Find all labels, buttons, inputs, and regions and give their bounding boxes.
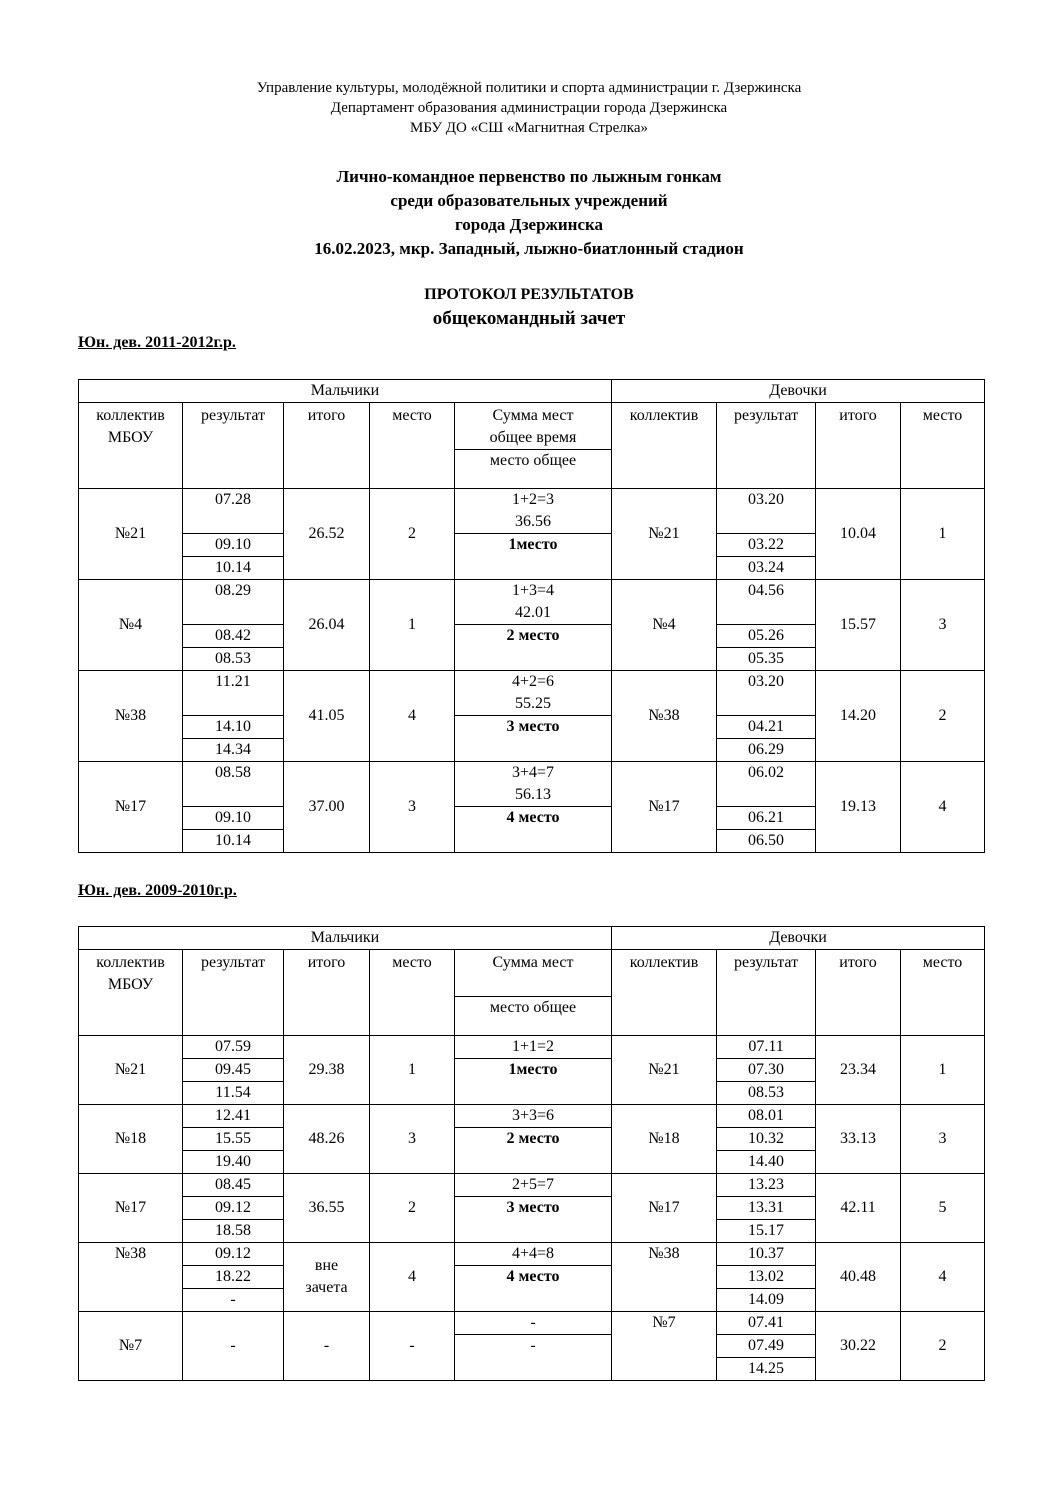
overall-place: 3 место (455, 716, 612, 762)
boys-result: 07.59 (183, 1036, 284, 1059)
boys-place: 3 (370, 1105, 455, 1174)
org-line-2: Департамент образования администрации города Дзержинска (330, 100, 728, 116)
girls-result: 14.40 (717, 1151, 816, 1174)
sum-value: 2+5=7 (455, 1174, 612, 1197)
results-table-2011-2012 (78, 379, 985, 853)
sum-value: 4+2=6 (511, 673, 555, 690)
team-cell: №21 (79, 489, 183, 580)
girls-result: 07.11 (717, 1036, 816, 1059)
col-overall: место общее (455, 450, 612, 489)
results-table-2009-2010 (78, 926, 985, 1381)
girls-result: 07.41 (717, 1312, 816, 1335)
girls-result: 13.02 (717, 1266, 816, 1289)
boys-result: 11.54 (183, 1082, 284, 1105)
boys-result: 15.55 (183, 1128, 284, 1151)
col-team-girls: коллектив (612, 403, 717, 489)
sum-cell (455, 671, 612, 716)
girls-place: 3 (901, 580, 985, 671)
girls-result: 05.26 (717, 625, 816, 648)
protocol-heading: ПРОТОКОЛ РЕЗУЛЬТАТОВ (424, 286, 634, 303)
girls-total: 42.11 (816, 1174, 901, 1243)
girls-result: 05.35 (717, 648, 816, 671)
col-place: место (370, 403, 455, 489)
girls-result: 03.24 (717, 557, 816, 580)
boys-total: 26.04 (284, 580, 370, 671)
boys-result: 08.58 (183, 762, 284, 807)
boys-total-line-2: зачета (305, 1279, 348, 1296)
girls-place: 2 (901, 1312, 985, 1381)
girls-result: 06.29 (717, 739, 816, 762)
col-total: итого (284, 403, 370, 489)
girls-total: 30.22 (816, 1312, 901, 1381)
overall-place: - (455, 1335, 612, 1381)
boys-total: 48.26 (284, 1105, 370, 1174)
girls-total: 19.13 (816, 762, 901, 853)
girls-team-cell: №38 (612, 671, 717, 762)
boys-total: 37.00 (284, 762, 370, 853)
col-sum-label: Сумма мест (492, 407, 574, 424)
boys-total (284, 1243, 370, 1312)
sum-cell (455, 580, 612, 625)
event-title (0, 165, 1058, 261)
girls-team-cell: №21 (612, 1036, 717, 1105)
col-total-girls: итого (816, 403, 901, 489)
boys-result: 07.28 (183, 489, 284, 534)
boys-place: 3 (370, 762, 455, 853)
girls-header: Девочки (612, 380, 985, 403)
event-line-3: города Дзержинска (454, 215, 604, 234)
org-line-3: МБУ ДО «СШ «Магнитная Стрелка» (410, 120, 648, 136)
sum-value: 1+1=2 (455, 1036, 612, 1059)
girls-result: 06.02 (717, 762, 816, 807)
sum-value: - (455, 1312, 612, 1335)
event-line-1: Лично-командное первенство по лыжным гонкам (336, 167, 722, 186)
girls-result: 10.37 (717, 1243, 816, 1266)
girls-total: 14.20 (816, 671, 901, 762)
girls-result: 08.01 (717, 1105, 816, 1128)
col-result-girls: результат (717, 950, 816, 1036)
boys-result: 09.45 (183, 1059, 284, 1082)
girls-team-cell: №18 (612, 1105, 717, 1174)
overall-place: 4 место (455, 807, 612, 853)
boys-place: - (370, 1312, 455, 1381)
overall-place: 4 место (455, 1266, 612, 1312)
col-total-girls: итого (816, 950, 901, 1036)
section-title-2009-2010: Юн. дев. 2009-2010г.р. (78, 882, 237, 899)
sum-value: 1+2=3 (511, 491, 555, 508)
overall-place: 2 место (455, 1128, 612, 1174)
team-cell: №38 (79, 1243, 183, 1312)
girls-team-cell: №21 (612, 489, 717, 580)
team-cell: №17 (79, 762, 183, 853)
boys-place: 2 (370, 1174, 455, 1243)
protocol-title (0, 285, 1058, 333)
girls-result: 04.21 (717, 716, 816, 739)
time-value: 56.13 (515, 786, 552, 803)
girls-result: 04.56 (717, 580, 816, 625)
girls-total: 40.48 (816, 1243, 901, 1312)
boys-result: 08.29 (183, 580, 284, 625)
team-cell: №18 (79, 1105, 183, 1174)
boys-result: 12.41 (183, 1105, 284, 1128)
girls-total: 33.13 (816, 1105, 901, 1174)
boys-result: 08.53 (183, 648, 284, 671)
boys-total: 26.52 (284, 489, 370, 580)
girls-place: 5 (901, 1174, 985, 1243)
girls-result: 03.22 (717, 534, 816, 557)
girls-place: 1 (901, 1036, 985, 1105)
sum-cell (455, 762, 612, 807)
boys-place: 1 (370, 1036, 455, 1105)
girls-team-cell: №4 (612, 580, 717, 671)
col-result: результат (183, 950, 284, 1036)
overall-place: 1место (455, 1059, 612, 1105)
overall-place: 3 место (455, 1197, 612, 1243)
boys-total: - (284, 1312, 370, 1381)
boys-total: 36.55 (284, 1174, 370, 1243)
team-cell: №17 (79, 1174, 183, 1243)
team-cell: №4 (79, 580, 183, 671)
girls-place: 4 (901, 1243, 985, 1312)
protocol-subheading: общекомандный зачет (432, 308, 626, 329)
girls-place: 1 (901, 489, 985, 580)
girls-team-cell: №17 (612, 762, 717, 853)
girls-result: 07.30 (717, 1059, 816, 1082)
team-cell: №38 (79, 671, 183, 762)
girls-result: 13.23 (717, 1174, 816, 1197)
team-cell: №21 (79, 1036, 183, 1105)
girls-total: 10.04 (816, 489, 901, 580)
boys-result: - (183, 1289, 284, 1312)
boys-total: 41.05 (284, 671, 370, 762)
boys-result: 09.12 (183, 1243, 284, 1266)
girls-result: 15.17 (717, 1220, 816, 1243)
boys-place: 4 (370, 1243, 455, 1312)
girls-result: 10.32 (717, 1128, 816, 1151)
boys-result: 18.22 (183, 1266, 284, 1289)
col-result-girls: результат (717, 403, 816, 489)
sum-value: 3+4=7 (511, 764, 555, 781)
col-overall: место общее (455, 997, 612, 1036)
boys-result: 14.10 (183, 716, 284, 739)
col-place-girls: место (901, 403, 985, 489)
boys-result: 14.34 (183, 739, 284, 762)
document-header (0, 78, 1058, 138)
col-result: результат (183, 403, 284, 489)
col-place-girls: место (901, 950, 985, 1036)
girls-total: 15.57 (816, 580, 901, 671)
event-line-2: среди образовательных учреждений (390, 191, 668, 210)
col-place: место (370, 950, 455, 1036)
boys-result: 18.58 (183, 1220, 284, 1243)
boys-result: 09.12 (183, 1197, 284, 1220)
boys-total-line-1: вне (314, 1257, 339, 1274)
col-team: коллектив МБОУ (79, 403, 183, 489)
section-title-2011-2012: Юн. дев. 2011-2012г.р. (78, 334, 236, 351)
sum-value: 4+4=8 (455, 1243, 612, 1266)
girls-place: 2 (901, 671, 985, 762)
boys-place: 4 (370, 671, 455, 762)
girls-result: 13.31 (717, 1197, 816, 1220)
col-team-girls: коллектив (612, 950, 717, 1036)
boys-result: 08.45 (183, 1174, 284, 1197)
girls-result: 07.49 (717, 1335, 816, 1358)
girls-total: 23.34 (816, 1036, 901, 1105)
girls-result: 08.53 (717, 1082, 816, 1105)
boys-total: 29.38 (284, 1036, 370, 1105)
overall-place: 1место (455, 534, 612, 580)
girls-result: 06.21 (717, 807, 816, 830)
col-team: коллектив МБОУ (79, 950, 183, 1036)
girls-result: 03.20 (717, 671, 816, 716)
col-sum: Сумма мест (455, 950, 612, 997)
org-line-1: Управление культуры, молодёжной политики и спорта администрации г. Дзержинска (256, 80, 802, 96)
event-line-4: 16.02.2023, мкр. Западный, лыжно-биатлонный стадион (314, 239, 744, 258)
sum-value: 3+3=6 (455, 1105, 612, 1128)
col-time-label: общее время (489, 429, 577, 446)
time-value: 42.01 (515, 604, 552, 621)
girls-place: 4 (901, 762, 985, 853)
girls-team-cell: №17 (612, 1174, 717, 1243)
girls-place: 3 (901, 1105, 985, 1174)
col-sum (455, 403, 612, 450)
sum-value: 1+3=4 (511, 582, 555, 599)
time-value: 36.56 (515, 513, 552, 530)
boys-result: 10.14 (183, 830, 284, 853)
girls-result: 14.09 (717, 1289, 816, 1312)
boys-result: 19.40 (183, 1151, 284, 1174)
boys-result: 09.10 (183, 534, 284, 557)
time-value: 55.25 (515, 695, 552, 712)
boys-result: - (183, 1312, 284, 1381)
boys-header: Мальчики (79, 927, 612, 950)
boys-place: 1 (370, 580, 455, 671)
boys-place: 2 (370, 489, 455, 580)
girls-result: 14.25 (717, 1358, 816, 1381)
overall-place: 2 место (455, 625, 612, 671)
team-cell: №7 (79, 1312, 183, 1381)
boys-header: Мальчики (79, 380, 612, 403)
boys-result: 10.14 (183, 557, 284, 580)
girls-result: 03.20 (717, 489, 816, 534)
girls-header: Девочки (612, 927, 985, 950)
boys-result: 08.42 (183, 625, 284, 648)
girls-result: 06.50 (717, 830, 816, 853)
girls-team-cell: №7 (612, 1312, 717, 1381)
col-total: итого (284, 950, 370, 1036)
boys-result: 09.10 (183, 807, 284, 830)
boys-result: 11.21 (183, 671, 284, 716)
sum-cell (455, 489, 612, 534)
girls-team-cell: №38 (612, 1243, 717, 1312)
